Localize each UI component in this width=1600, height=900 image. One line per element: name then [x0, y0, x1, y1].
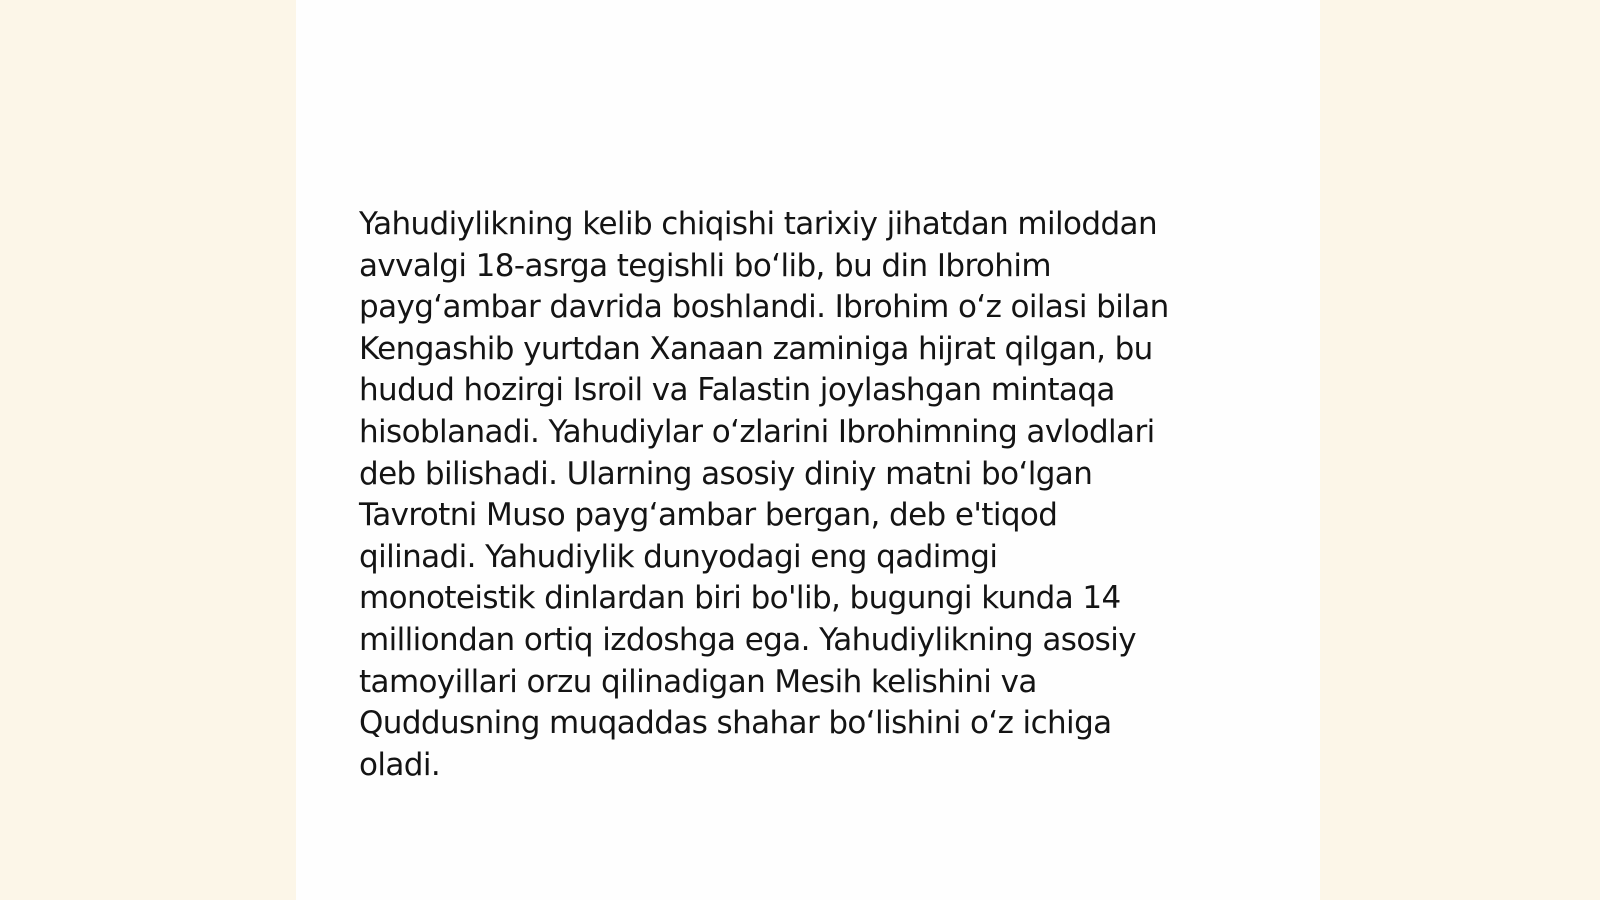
paragraph-line: deb bilishadi. Ularning asosiy diniy matni bo‘lgan — [359, 455, 1093, 492]
paragraph-line: avvalgi 18-asrga tegishli bo‘lib, bu din Ibrohim — [359, 247, 1051, 284]
paragraph-line: Kengashib yurtdan Xanaan zaminiga hijrat qilgan, bu — [359, 330, 1153, 367]
paragraph-line: oladi. — [359, 746, 441, 783]
paragraph-line: hisoblanadi. Yahudiylar o‘zlarini Ibrohimning avlodlari — [359, 413, 1155, 450]
paragraph-line: hudud hozirgi Isroil va Falastin joylashgan mintaqa — [359, 372, 1115, 409]
paragraph-line: Quddusning muqaddas shahar bo‘lishini o‘z ichiga — [359, 705, 1112, 742]
paragraph-line: qilinadi. Yahudiylik dunyodagi eng qadimgi — [359, 538, 998, 575]
paragraph-line: milliondan ortiq izdoshga ega. Yahudiylikning asosiy — [359, 621, 1136, 658]
paragraph-line: payg‘ambar davrida boshlandi. Ibrohim o‘z oilasi bilan — [359, 289, 1169, 326]
paragraph-line: tamoyillari orzu qilinadigan Mesih kelishini va — [359, 663, 1037, 700]
document-page — [296, 0, 1320, 900]
paragraph-line: Tavrotni Muso payg‘ambar bergan, deb e'tiqod — [359, 497, 1058, 534]
body-paragraph — [359, 204, 1249, 786]
paragraph-line: Yahudiylikning kelib chiqishi tarixiy jihatdan miloddan — [359, 206, 1158, 242]
paragraph-line: monoteistik dinlardan biri bo'lib, bugungi kunda 14 — [359, 580, 1121, 617]
